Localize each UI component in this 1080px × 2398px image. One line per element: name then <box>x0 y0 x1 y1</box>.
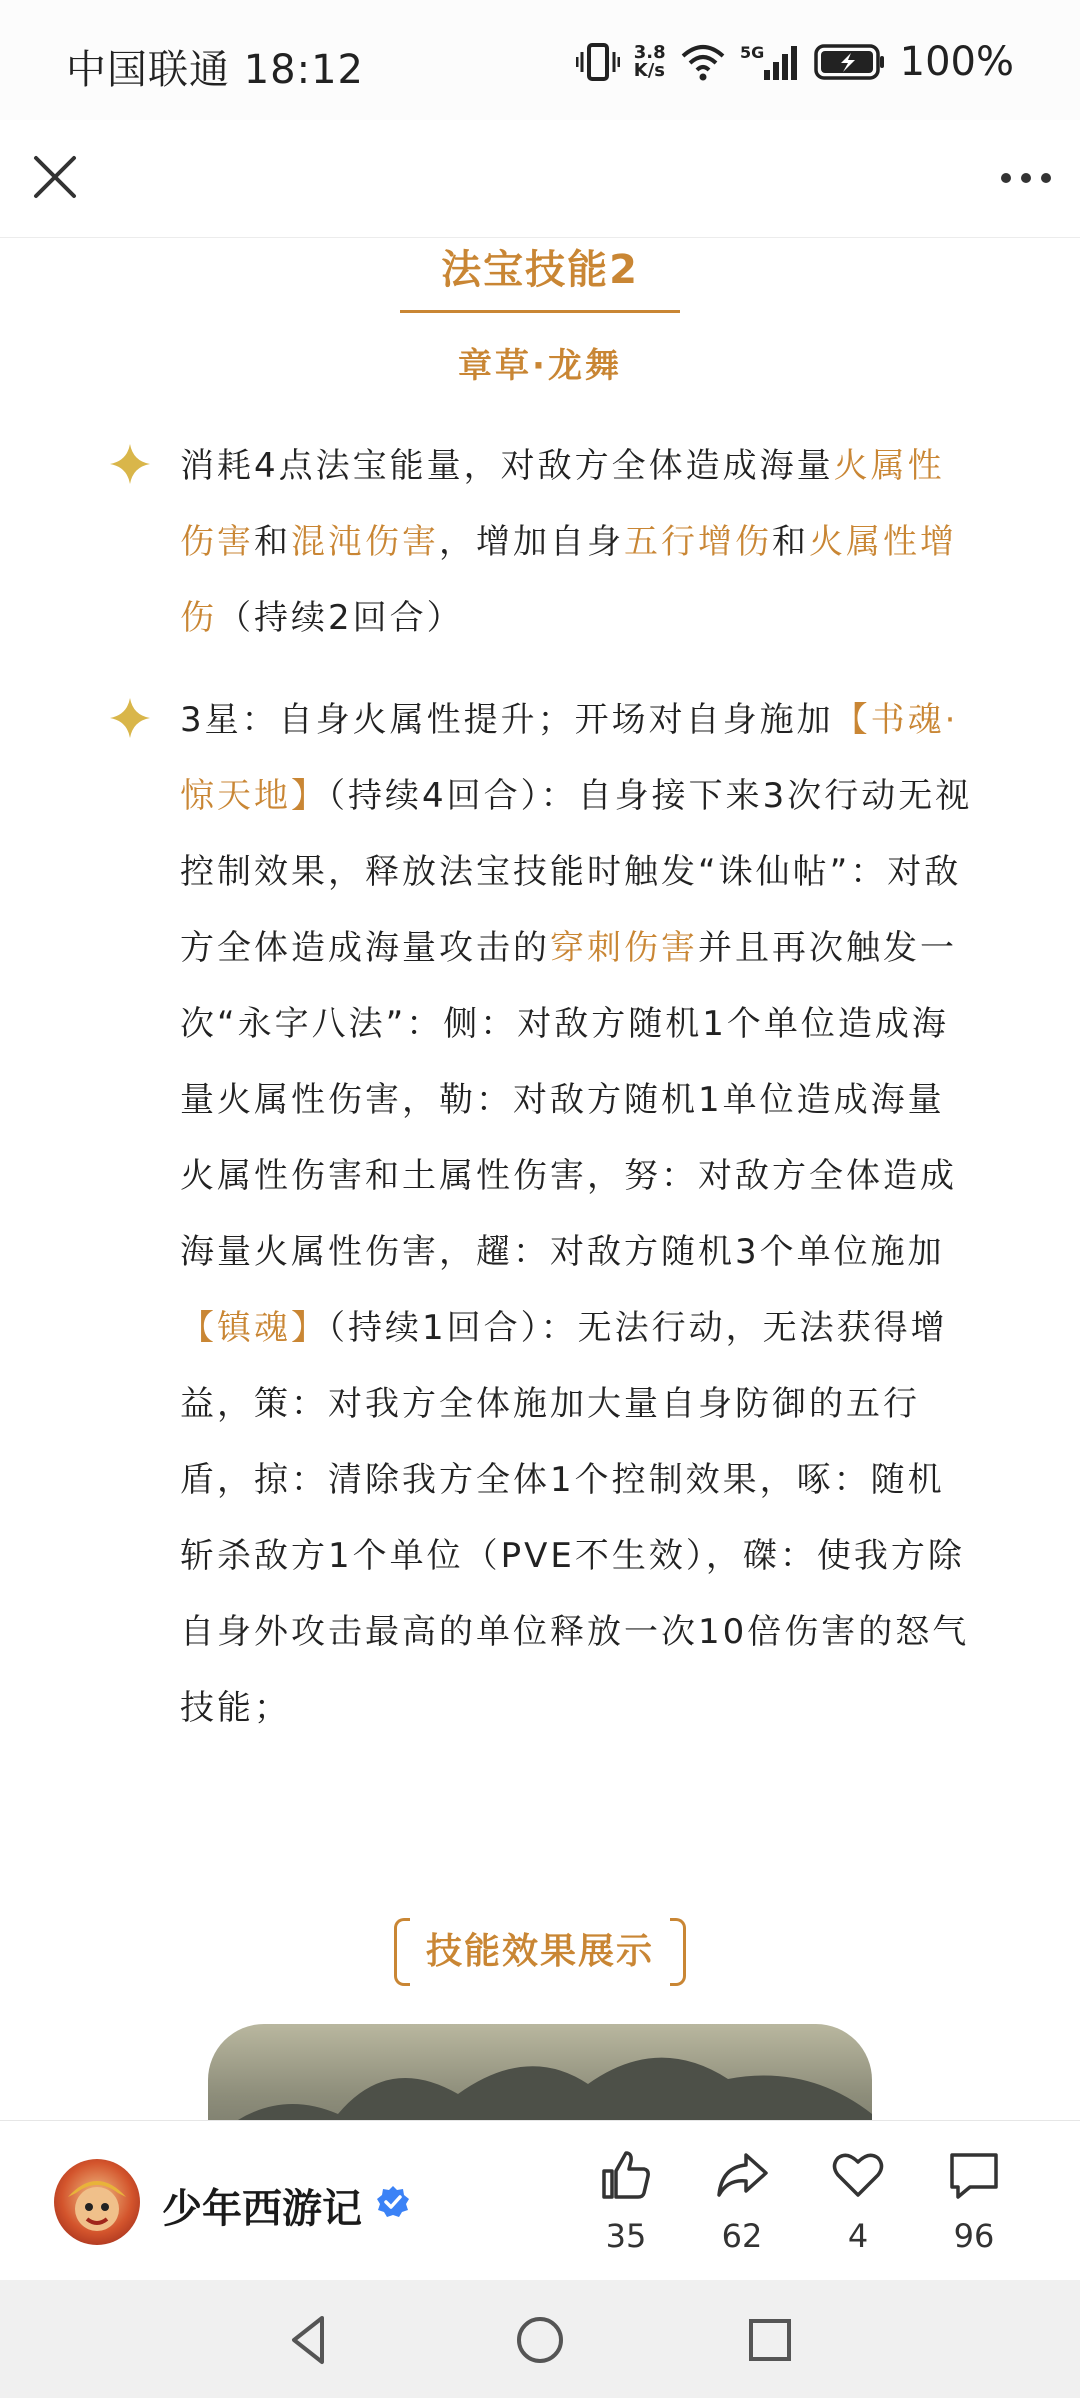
svg-text:5G: 5G <box>739 43 764 62</box>
like-count: 35 <box>605 2217 647 2255</box>
skill-text: （持续1回合）：无法行动，无法获得增益，策：对我方全体施加大量自身防御的五行盾，掠：清除我方全体1个控制效果，啄：随机斩杀敌方1个单位（PVE不生效），磔：使我方除自身外攻击最高的单位释放一次10倍伤害的怒气技能； <box>180 1308 970 1728</box>
close-icon[interactable] <box>26 148 84 206</box>
heart-icon <box>830 2147 886 2203</box>
showcase-title <box>394 1918 686 1986</box>
status-icons <box>576 36 1014 88</box>
system-nav-bar <box>0 2280 1080 2398</box>
home-icon[interactable] <box>510 2310 570 2370</box>
star-3-description <box>180 682 980 1746</box>
back-icon[interactable] <box>280 2310 340 2370</box>
skill-text: 3星：自身火属性提升；开场对自身施加 <box>180 700 834 740</box>
network-speed <box>634 44 666 80</box>
skill-text: （持续4回合）：自身接下来3次行动无视控制效果，释放法宝技能时触发“诛仙帖”：对敌方全体造成海量攻击的 <box>180 776 973 968</box>
battery-charging-icon <box>814 42 886 82</box>
skill-text: 和 <box>772 522 809 562</box>
five-elements-boost-highlight: 五行增伤 <box>624 522 772 562</box>
sparkle-star-icon <box>108 442 152 486</box>
article-content <box>0 238 1080 2120</box>
skill-text: 消耗4点法宝能量，对敌方全体造成海量 <box>180 446 834 486</box>
network-speed-value: 3.8 <box>633 42 666 63</box>
landscape-illustration <box>208 2024 872 2120</box>
fire-boost-highlight: 火属性增伤 <box>180 522 957 638</box>
share-icon <box>714 2147 770 2203</box>
skill-effect-image[interactable] <box>208 2024 872 2120</box>
skill-description <box>180 428 980 656</box>
thumbs-up-icon <box>598 2147 654 2203</box>
bottom-action-bar <box>0 2120 1080 2280</box>
comment-button[interactable] <box>934 2147 1014 2255</box>
account-name[interactable]: 少年西游记 <box>162 2186 362 2232</box>
avatar[interactable] <box>54 2159 140 2245</box>
share-button[interactable] <box>702 2147 782 2255</box>
recent-apps-icon[interactable] <box>740 2310 800 2370</box>
sub-title: 章草·龙舞 <box>458 346 622 386</box>
suppress-soul-highlight: 【镇魂】 <box>180 1308 328 1348</box>
chaos-damage-highlight: 混沌伤害 <box>291 522 439 562</box>
battery-percent: 100% <box>899 39 1014 85</box>
fire-damage-highlight: 火属性伤害 <box>180 446 945 562</box>
pierce-damage-highlight: 穿刺伤害 <box>550 928 698 968</box>
vibrate-icon <box>576 42 620 82</box>
sparkle-star-icon <box>108 696 152 740</box>
avatar-image <box>54 2159 140 2245</box>
comment-count: 96 <box>953 2217 995 2255</box>
skill-text: ，增加自身 <box>439 522 624 562</box>
network-speed-unit: K/s <box>633 60 665 81</box>
favorite-count: 4 <box>847 2217 869 2255</box>
book-soul-highlight: 【书魂·惊天地】 <box>180 700 959 816</box>
favorite-button[interactable] <box>818 2147 898 2255</box>
like-button[interactable] <box>586 2147 666 2255</box>
verified-badge-icon <box>376 2185 410 2219</box>
showcase-title-text: 技能效果展示 <box>425 1931 654 1972</box>
comment-icon <box>946 2147 1002 2203</box>
bracket-right <box>670 1918 686 1986</box>
top-nav <box>0 120 1080 238</box>
title-underline <box>400 310 680 313</box>
status-bar <box>0 0 1080 120</box>
more-icon[interactable] <box>996 156 1056 200</box>
share-count: 62 <box>721 2217 763 2255</box>
skill-text: 和 <box>254 522 291 562</box>
bracket-left <box>394 1918 410 1986</box>
wifi-icon <box>680 42 726 82</box>
section-title: 法宝技能2 <box>441 247 639 293</box>
skill-text: 并且再次触发一次“永字八法”：侧：对敌方随机1个单位造成海量火属性伤害，勒：对敌方随机1单位造成海量火属性伤害和土属性伤害，努：对敌方全体造成海量火属性伤害，趯：对敌方随机3个单位施加 <box>180 928 957 1272</box>
carrier-time: 中国联通 18:12 <box>66 47 364 93</box>
skill-text: （持续2回合） <box>217 598 464 638</box>
signal-5g-icon <box>740 42 800 82</box>
